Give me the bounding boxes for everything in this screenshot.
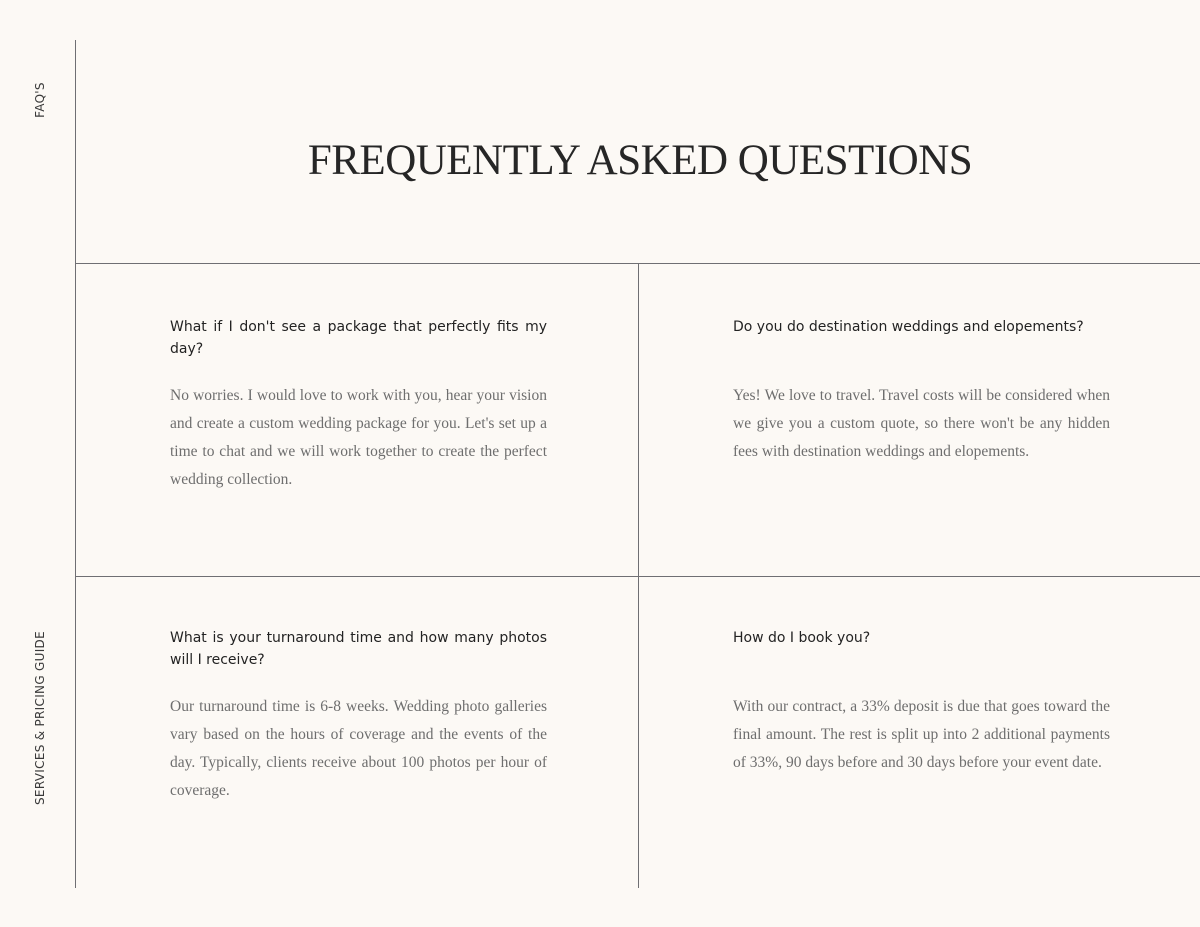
faq-answer: Our turnaround time is 6-8 weeks. Wedding photo galleries vary based on the hours of coverage and the events of the day. Typically, clients receive about 100 photos per hour of coverage.	[170, 698, 547, 799]
faq-answer: No worries. I would love to work with you, hear your vision and create a custom wedding package for you. Let's set up a time to chat and we will work together to create the perfect wedding collection.	[170, 387, 547, 488]
faq-question: What is your turnaround time and how many photos will I receive?	[170, 630, 547, 668]
faq-item	[733, 627, 1110, 777]
faq-item	[170, 316, 547, 494]
faq-answer: With our contract, a 33% deposit is due that goes toward the final amount. The rest is split up into 2 additional payments of 33%, 90 days before and 30 days before your event date.	[733, 698, 1110, 771]
sidebar-label-services-pricing-guide: SERVICES & PRICING GUIDE	[33, 631, 47, 805]
page-title: FREQUENTLY ASKED QUESTIONS	[307, 137, 973, 184]
sidebar-label-faqs: FAQ'S	[33, 82, 47, 118]
faq-question: What if I don't see a package that perfectly fits my day?	[170, 319, 547, 357]
faq-item	[733, 316, 1110, 466]
faq-item	[170, 627, 547, 805]
column-divider	[638, 264, 639, 888]
faq-question: How do I book you?	[733, 630, 871, 646]
faq-question: Do you do destination weddings and elopements?	[733, 319, 1084, 335]
faq-answer: Yes! We love to travel. Travel costs will be considered when we give you a custom quote, so there won't be any hidden fees with destination weddings and elopements.	[733, 387, 1110, 460]
